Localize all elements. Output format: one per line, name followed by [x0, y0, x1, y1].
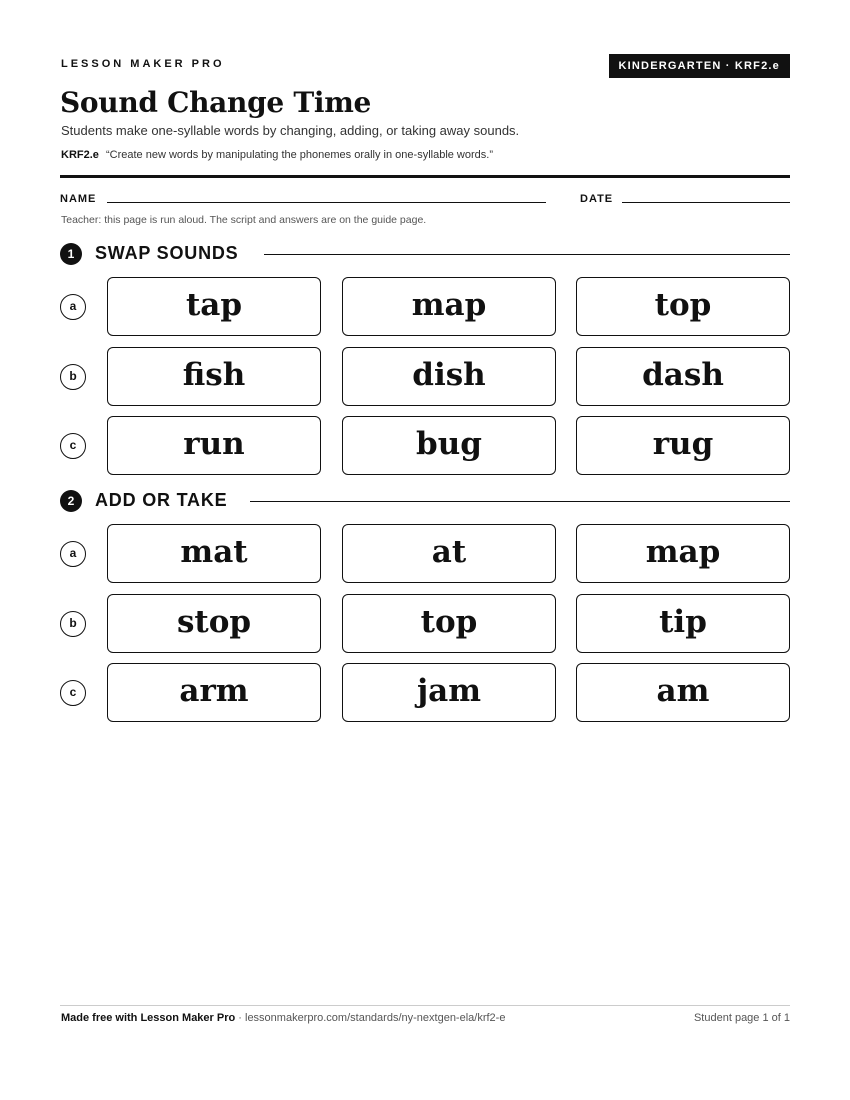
section-title: SWAP SOUNDS — [95, 243, 251, 264]
page-title: Sound Change Time — [60, 86, 372, 119]
exercise-row — [60, 347, 790, 407]
word-card: map — [342, 277, 556, 336]
word-card: tip — [576, 594, 790, 653]
grade-standard-badge: KINDERGARTEN · KRF2.e — [609, 54, 791, 78]
exercise-row — [60, 524, 790, 584]
word-card: rug — [576, 416, 790, 475]
footer-rule — [60, 1005, 790, 1006]
header-rule — [60, 175, 790, 178]
name-label: NAME — [60, 193, 97, 205]
brand-label: LESSON MAKER PRO — [61, 58, 225, 70]
section-title: ADD OR TAKE — [95, 490, 239, 511]
standard-code: KRF2.e — [61, 149, 99, 161]
exercise-row — [60, 594, 790, 654]
word-card: at — [342, 524, 556, 583]
word-card: run — [107, 416, 321, 475]
date-label: DATE — [580, 193, 614, 205]
word-card: stop — [107, 594, 321, 653]
word-card: top — [342, 594, 556, 653]
footer-made-with: Made free with Lesson Maker Pro — [61, 1012, 236, 1024]
word-card: dash — [576, 347, 790, 406]
row-letter: c — [60, 433, 86, 459]
page-subtitle: Students make one-syllable words by changing, adding, or taking away sounds. — [61, 123, 520, 138]
exercise-row — [60, 277, 790, 337]
name-date-row — [60, 193, 790, 207]
name-line[interactable] — [107, 202, 546, 203]
word-card: arm — [107, 663, 321, 722]
word-card: map — [576, 524, 790, 583]
date-line[interactable] — [622, 202, 790, 203]
word-card: dish — [342, 347, 556, 406]
standard-line — [61, 149, 493, 161]
word-card: mat — [107, 524, 321, 583]
row-letter: a — [60, 294, 86, 320]
section-line — [264, 254, 790, 255]
footer-credit — [61, 1012, 505, 1024]
word-card: jam — [342, 663, 556, 722]
section-header-swap-sounds — [60, 242, 790, 266]
footer-url[interactable]: · lessonmakerpro.com/standards/ny-nextgen-ela/krf2-e — [235, 1012, 506, 1024]
word-card: am — [576, 663, 790, 722]
word-card: bug — [342, 416, 556, 475]
row-letter: c — [60, 680, 86, 706]
section-number: 1 — [60, 243, 82, 265]
section-line — [250, 501, 790, 502]
word-card: tap — [107, 277, 321, 336]
row-letter: b — [60, 611, 86, 637]
exercise-row — [60, 663, 790, 723]
footer-page-number: Student page 1 of 1 — [693, 1012, 790, 1024]
word-card: top — [576, 277, 790, 336]
word-card: fish — [107, 347, 321, 406]
row-letter: a — [60, 541, 86, 567]
standard-quote: “Create new words by manipulating the phonemes orally in one-syllable words.” — [105, 149, 493, 161]
row-letter: b — [60, 364, 86, 390]
exercise-row — [60, 416, 790, 476]
section-header-add-or-take — [60, 489, 790, 513]
teacher-note: Teacher: this page is run aloud. The script and answers are on the guide page. — [61, 214, 427, 226]
section-number: 2 — [60, 490, 82, 512]
